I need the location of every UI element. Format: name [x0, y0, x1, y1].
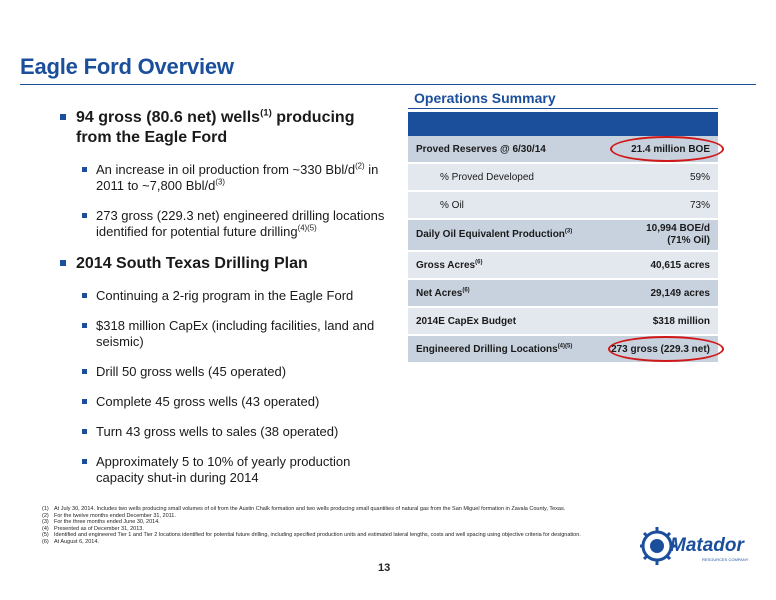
row-value: 59%	[594, 163, 718, 191]
row-label: % Oil	[408, 191, 594, 219]
table-row	[408, 163, 718, 191]
row-label: % Proved Developed	[408, 163, 594, 191]
row-value: $318 million	[594, 307, 718, 335]
row-label: Daily Oil Equivalent Production$^{(3)}$	[408, 219, 594, 251]
row-value: 73%	[594, 191, 718, 219]
bullet-list	[58, 108, 388, 500]
row-label: Net Acres$^{(6)}$	[408, 279, 594, 307]
table-row	[408, 219, 718, 251]
footnotes	[42, 506, 642, 545]
row-value: 40,615 acres	[594, 251, 718, 279]
square-bullet-icon	[82, 459, 87, 464]
row-value: 21.4 million BOE	[594, 136, 718, 163]
bullet-drilling-plan: 2014 South Texas Drilling Plan	[76, 254, 388, 274]
square-bullet-icon	[82, 429, 87, 434]
operations-table-header-bar	[408, 112, 718, 136]
logo-text: Matador	[670, 535, 744, 556]
square-bullet-icon	[60, 260, 66, 266]
square-bullet-icon	[82, 213, 87, 218]
square-bullet-icon	[82, 167, 87, 172]
table-row	[408, 335, 718, 363]
operations-summary-title: Operations Summary	[414, 90, 556, 106]
row-value: 10,994 BOE/d (71% Oil)	[594, 219, 718, 251]
subbullet-turn-to-sales: Turn 43 gross wells to sales (38 operated)	[96, 424, 388, 440]
operations-summary-table	[408, 136, 718, 364]
subbullet-shut-in: Approximately 5 to 10% of yearly production capacity shut-in during 2014	[96, 454, 388, 486]
table-row	[408, 279, 718, 307]
row-value: 273 gross (229.3 net)	[594, 335, 718, 363]
square-bullet-icon	[82, 399, 87, 404]
row-label: Gross Acres$^{(6)}$	[408, 251, 594, 279]
subbullet-drilling-locations: 273 gross (229.3 net) engineered drilling locations identified for potential future drilling$^{(4)(5)}$	[96, 208, 388, 240]
square-bullet-icon	[82, 323, 87, 328]
subbullet-rig-program: Continuing a 2-rig program in the Eagle Ford	[96, 288, 388, 304]
logo-subtext: RESOURCES COMPANY	[702, 557, 749, 562]
subbullet-drill-wells: Drill 50 gross wells (45 operated)	[96, 364, 388, 380]
table-row	[408, 307, 718, 335]
page-number: 13	[378, 562, 391, 574]
operations-summary-divider	[408, 108, 718, 109]
footnote: (5) Identified and engineered Tier 1 and Tier 2 locations identified for potential future drilling, including specified production units and estimated lateral lengths, costs and well spacing using objective criteria for designation.	[42, 532, 581, 538]
table-row	[408, 136, 718, 163]
row-value: 29,149 acres	[594, 279, 718, 307]
bullet-wells-producing: 94 gross (80.6 net) wells$^{(1)}$ producing from the Eagle Ford	[76, 108, 388, 148]
footnote: (1) At July 30, 2014. Includes two wells producing small volumes of oil from the Austin Chalk formation and two wells producing small quantities of natural gas from the San Miguel formation in Zavala County, Texas.	[42, 506, 566, 512]
table-row	[408, 191, 718, 219]
matador-logo-icon	[640, 524, 764, 570]
footnote: (2) For the twelve months ended December 31, 2011.	[42, 512, 176, 519]
subbullet-complete-wells: Complete 45 gross wells (43 operated)	[96, 394, 388, 410]
table-row	[408, 251, 718, 279]
square-bullet-icon	[82, 293, 87, 298]
subbullet-oil-production: An increase in oil production from ~330 Bbl/$d^{(2)}$ in 2011 to ~7,800 Bbl/$d^{(3)}$	[96, 162, 388, 194]
square-bullet-icon	[82, 369, 87, 374]
title-divider	[20, 84, 756, 85]
subbullet-capex: $318 million CapEx (including facilities, land and seismic)	[96, 318, 388, 350]
row-label: Engineered Drilling Locations$^{(4)(5)}$	[408, 335, 594, 363]
row-label: Proved Reserves @ 6/30/14	[408, 136, 594, 163]
row-label: 2014E CapEx Budget	[408, 307, 594, 335]
footnote: (3) For the three months ended June 30, 2014.	[42, 519, 160, 525]
footnote: (4) Presented as of December 31, 2013.	[42, 525, 144, 532]
footnote: (6) At August 6, 2014.	[42, 538, 99, 545]
page-title: Eagle Ford Overview	[20, 54, 234, 79]
square-bullet-icon	[60, 114, 66, 120]
